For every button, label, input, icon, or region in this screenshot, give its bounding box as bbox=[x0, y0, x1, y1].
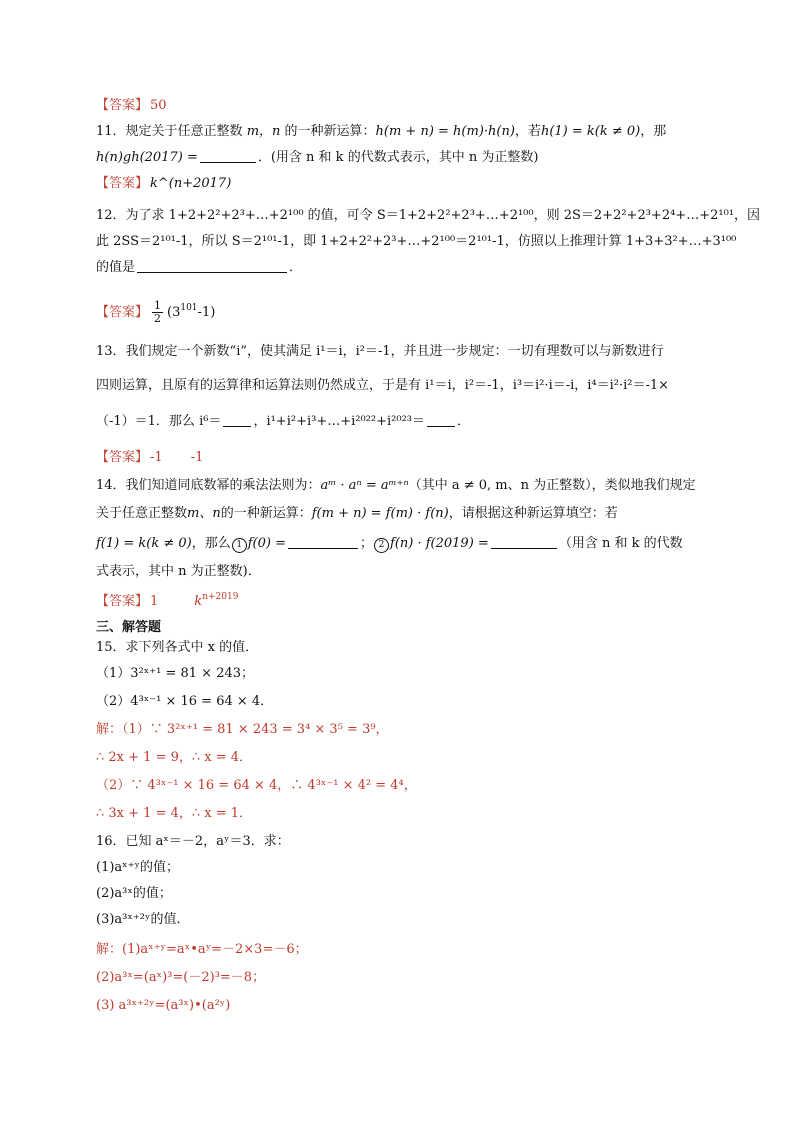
answer-tag: 【答案】 bbox=[96, 98, 149, 113]
formula: f(1) = k(k ≠ 0) bbox=[96, 536, 192, 551]
text: 的一种新运算： bbox=[280, 124, 376, 139]
answer-tag: 【答案】 bbox=[96, 450, 149, 465]
fraction bbox=[152, 300, 163, 325]
text: ．(用含 n 和 k 的代数式表示，其中 n 为正整数) bbox=[257, 150, 539, 165]
text: ，若 bbox=[514, 124, 541, 139]
text: 的值是 bbox=[96, 260, 136, 275]
solution-15-line-1: 解：（1）∵ 3²ˣ⁺¹ = 81 × 243 = 3⁴ × 3⁵ = 3⁹， bbox=[96, 722, 389, 737]
question-15-part-1: （1）3²ˣ⁺¹ = 81 × 243； bbox=[96, 666, 255, 681]
question-15-stem: 15．求下列各式中 x 的值． bbox=[96, 640, 259, 655]
question-14-line-2 bbox=[96, 504, 704, 524]
solution-15-line-2: ∴ 2x + 1 = 9，∴ x = 4． bbox=[96, 750, 253, 765]
text: 的一种新运算： bbox=[220, 506, 312, 521]
text: （-1）＝1．那么 i⁶＝ bbox=[96, 414, 222, 429]
question-16-part-3: (3)a³ˣ⁺²ʸ的值． bbox=[96, 912, 190, 927]
formula: h(m + n) = h(m)·h(n) bbox=[375, 124, 515, 139]
question-13-line-3 bbox=[96, 412, 704, 432]
question-12-line-1: 12．为了求 1+2+2²+2³+…+2¹⁰⁰ 的值，可令 S＝1+2+2²+2³+…+2¹⁰⁰，则 2S＝2+2²+2³+2⁴+…+2¹⁰¹，因 bbox=[96, 208, 760, 223]
question-14-line-1 bbox=[96, 476, 704, 496]
question-12-line-3 bbox=[96, 258, 704, 278]
answer-value: (3 bbox=[167, 305, 181, 320]
answer-13 bbox=[96, 448, 704, 468]
answer-tag: 【答案】 bbox=[96, 176, 149, 191]
formula: f(m + n) = f(m) · f(n) bbox=[311, 506, 449, 521]
question-16-stem: 16．已知 aˣ＝－2，aʸ＝3．求： bbox=[96, 834, 290, 849]
answer-value: -1) bbox=[197, 305, 216, 320]
section-title: 三、解答题 bbox=[96, 620, 162, 635]
question-16-part-2: (2)a³ˣ的值； bbox=[96, 886, 172, 901]
answer-value: -1 bbox=[190, 450, 204, 465]
answer-blank[interactable] bbox=[200, 148, 256, 163]
text: 11．规定关于任意正整数 bbox=[96, 124, 247, 139]
solution-16-line-3: (3) a³ˣ⁺²ʸ=(a³ˣ)•(a²ʸ) bbox=[96, 998, 231, 1013]
text: 关于任意正整数 bbox=[96, 506, 188, 521]
text: ； bbox=[360, 536, 374, 551]
question-12-line-2: 此 2SS＝2¹⁰¹-1，所以 S＝2¹⁰¹-1，即 1+2+2²+2³+…+2¹⁰⁰＝2¹⁰¹-1，仿照以上推理计算 1+3+3²+…+3¹⁰⁰ bbox=[96, 234, 737, 249]
question-13-line-2: 四则运算，且原有的运算律和运算法则仍然成立，于是有 i¹＝i，i²＝-1，i³＝i²·i＝-i，i⁴＝i²·i²＝-1× bbox=[96, 378, 670, 393]
solution-16-line-2: (2)a³ˣ=(aˣ)³=(－2)³=－8； bbox=[96, 970, 266, 985]
text: （其中 a ≠ 0, m、n 为正整数），类似地我们规定 bbox=[408, 478, 696, 493]
formula: aᵐ · aⁿ = aᵐ⁺ⁿ bbox=[320, 478, 409, 493]
denominator: 2 bbox=[154, 312, 162, 325]
exponent: n+2019 bbox=[202, 592, 239, 602]
question-11-line-1 bbox=[96, 122, 704, 142]
variables: m、n bbox=[187, 506, 221, 521]
text: （用含 n 和 k 的代数 bbox=[558, 536, 683, 551]
formula: f(n) · f(2019) = bbox=[390, 536, 489, 551]
answer-11 bbox=[96, 174, 704, 194]
solution-16-line-1: 解：(1)aˣ⁺ʸ=aˣ•aʸ=－2×3=－6； bbox=[96, 942, 308, 957]
circled-number: 1 bbox=[232, 538, 247, 553]
text: ． bbox=[289, 260, 303, 275]
variables: m，n bbox=[246, 124, 281, 139]
numerator: 1 bbox=[154, 299, 162, 312]
answer-10 bbox=[96, 96, 704, 116]
answer-tag: 【答案】 bbox=[96, 594, 149, 609]
solution-15-line-4: ∴ 3x + 1 = 4，∴ x = 1． bbox=[96, 806, 253, 821]
formula: f(0) = bbox=[247, 536, 286, 551]
answer-value: -1 bbox=[150, 450, 163, 465]
question-15-part-2: （2）4³ˣ⁻¹ × 16 = 64 × 4． bbox=[96, 694, 274, 709]
exponent: 101 bbox=[180, 303, 198, 313]
text: ． bbox=[457, 414, 471, 429]
answer-blank[interactable] bbox=[137, 258, 287, 273]
answer-value: k bbox=[194, 594, 203, 609]
answer-blank[interactable] bbox=[223, 412, 251, 427]
text: ，请根据这种新运算填空：若 bbox=[448, 506, 618, 521]
answer-value: 50 bbox=[150, 98, 167, 113]
question-13-line-1: 13．我们规定一个新数“i”，使其满足 i¹＝i，i²＝-1，并且进一步规定：一切有理数可以与新数进行 bbox=[96, 344, 664, 359]
answer-value: 1 bbox=[150, 594, 159, 609]
formula: h(n)gh(2017) = bbox=[96, 150, 198, 165]
answer-blank[interactable] bbox=[427, 412, 455, 427]
circled-number: 2 bbox=[374, 538, 389, 553]
text: 14．我们知道同底数幂的乘法法则为： bbox=[96, 478, 321, 493]
question-16-part-1: (1)aˣ⁺ʸ的值； bbox=[96, 860, 180, 875]
question-14-line-3 bbox=[96, 534, 704, 554]
text: ，那么 bbox=[191, 536, 231, 551]
question-11-line-2 bbox=[96, 148, 704, 168]
answer-12 bbox=[96, 296, 704, 330]
answer-value: k^(n+2017) bbox=[150, 176, 232, 191]
solution-15-line-3: （2）∵ 4³ˣ⁻¹ × 16 = 64 × 4，∴ 4³ˣ⁻¹ × 4² = 4⁴， bbox=[96, 778, 417, 793]
formula: h(1) = k(k ≠ 0) bbox=[540, 124, 641, 139]
answer-blank[interactable] bbox=[288, 534, 358, 549]
answer-blank[interactable] bbox=[491, 534, 557, 549]
answer-tag: 【答案】 bbox=[96, 305, 149, 320]
text: ，那 bbox=[640, 124, 667, 139]
answer-14 bbox=[96, 592, 704, 612]
question-14-line-4: 式表示，其中 n 为正整数)． bbox=[96, 564, 261, 579]
text: ，i¹+i²+i³+…+i²⁰²²+i²⁰²³＝ bbox=[253, 414, 426, 429]
